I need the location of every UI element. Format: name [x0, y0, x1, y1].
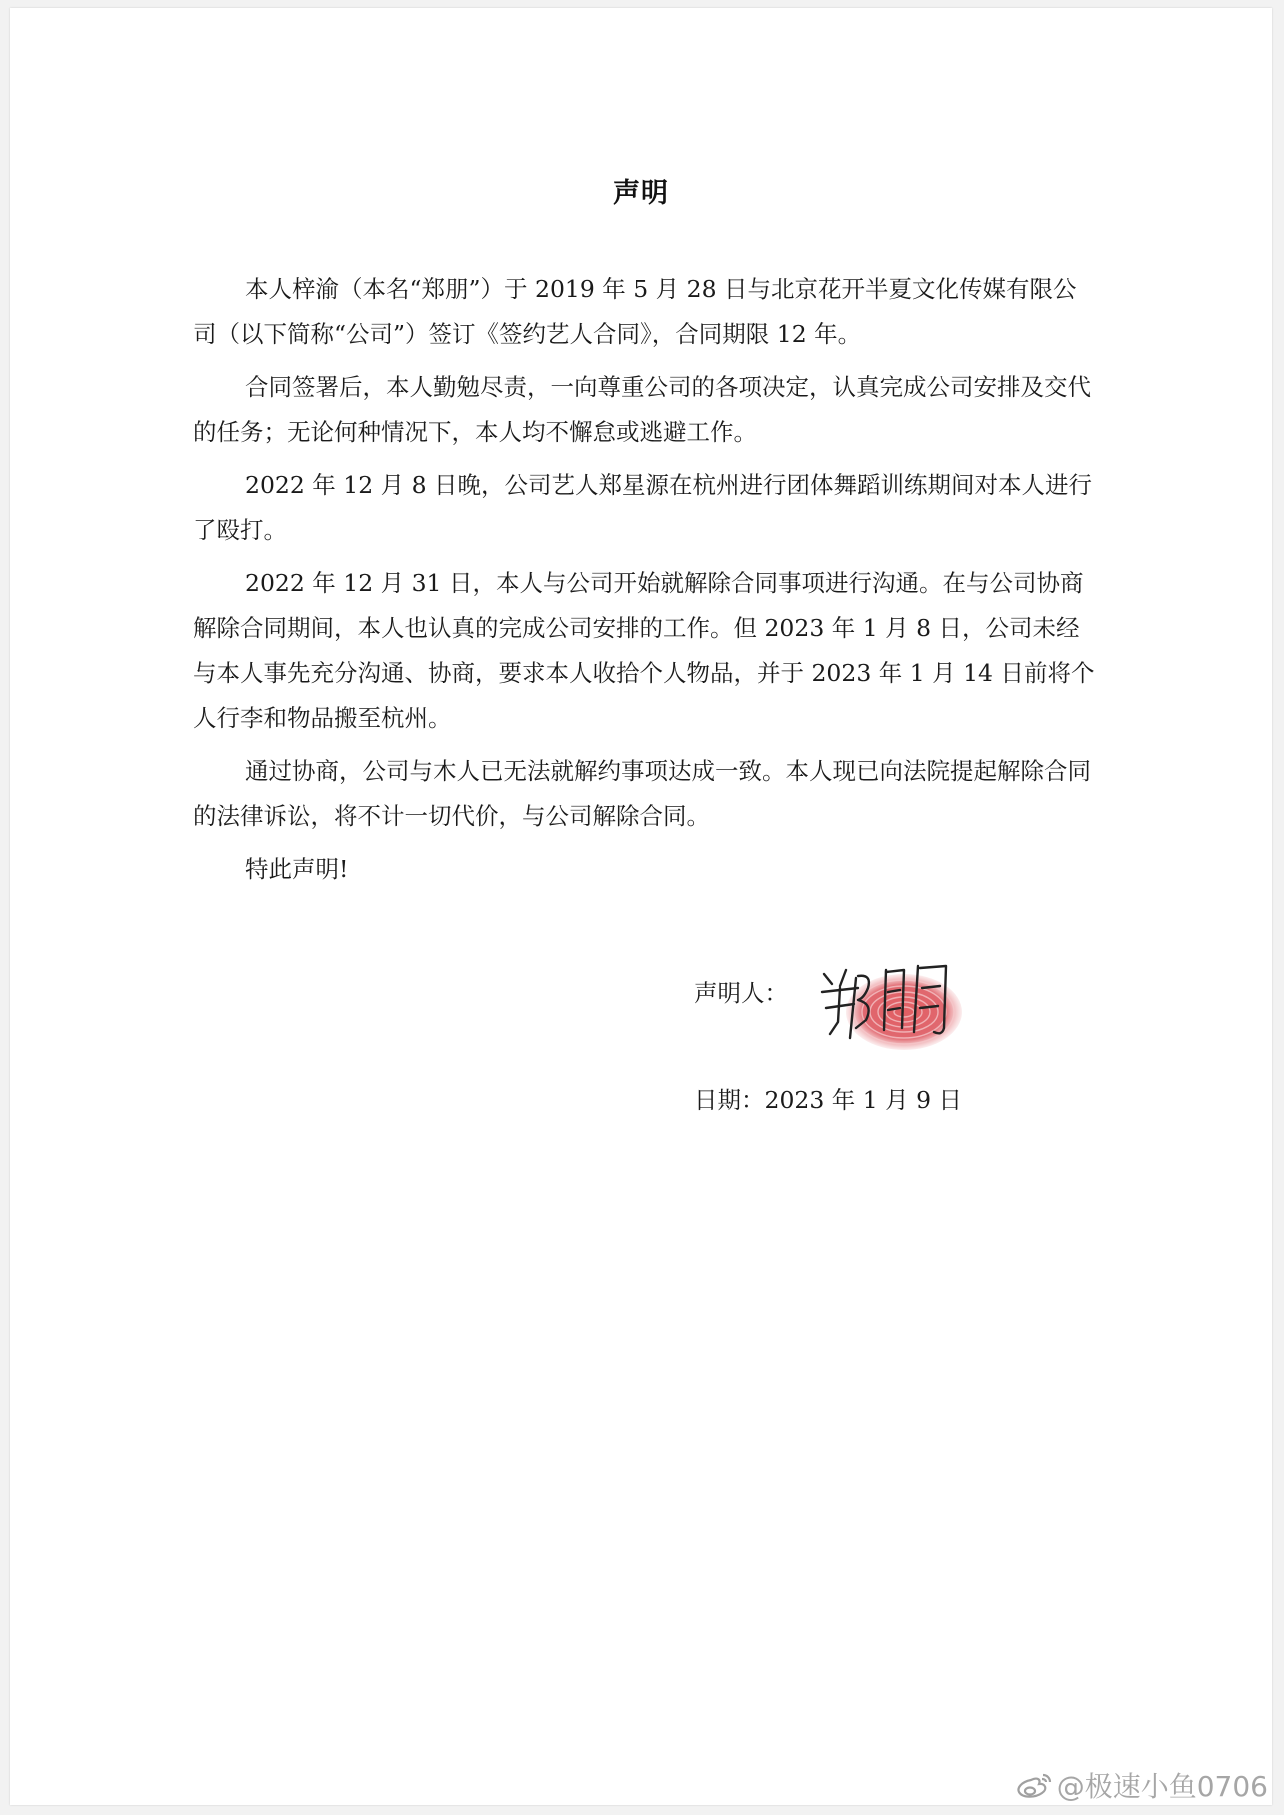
signer-label: 声明人： — [694, 979, 788, 1007]
paragraph: 合同签署后，本人勤勉尽责，一向尊重公司的各项决定，认真完成公司安排及交代的任务；无论何种情况下，本人均不懈怠或逃避工作。 — [193, 373, 1091, 446]
weibo-icon — [1015, 1770, 1053, 1800]
signature-with-fingerprint — [796, 948, 996, 1068]
watermark-text: @极速小鱼0706 — [1056, 1770, 1268, 1803]
weibo-watermark — [1015, 1765, 1268, 1805]
statement-date: 日期：2023 年 1 月 9 日 — [694, 1086, 963, 1114]
paragraph: 通过协商，公司与木人已无法就解约事项达成一致。本人现已向法院提起解除合同的法律诉讼，将不计一切代价，与公司解除合同。 — [193, 757, 1091, 830]
paragraph: 2022 年 12 月 8 日晚，公司艺人郑星源在杭州进行团体舞蹈训练期间对本人进行了殴打。 — [193, 471, 1093, 544]
document-title: 声明 — [613, 178, 669, 209]
closing-line: 特此声明! — [245, 855, 349, 883]
signer-block — [688, 948, 1008, 1078]
statement-body — [193, 267, 1098, 900]
paragraph: 2022 年 12 月 31 日，本人与公司开始就解除合同事项进行沟通。在与公司协商解除合同期间，本人也认真的完成公司安排的工作。但 2023 年 1 月 8 日，公司未经与本人事先充分沟通、协商，要求本人收拾个人物品，并于 2023 年 1 月 14 日前将个人行李和物品搬至杭州。 — [193, 569, 1095, 732]
paragraph: 本人梓渝（本名“郑朋”）于 2019 年 5 月 28 日与北京花开半夏文化传媒有限公司（以下简称“公司”）签订《签约艺人合同》，合同期限 12 年。 — [193, 275, 1077, 348]
document-page — [10, 8, 1272, 1805]
